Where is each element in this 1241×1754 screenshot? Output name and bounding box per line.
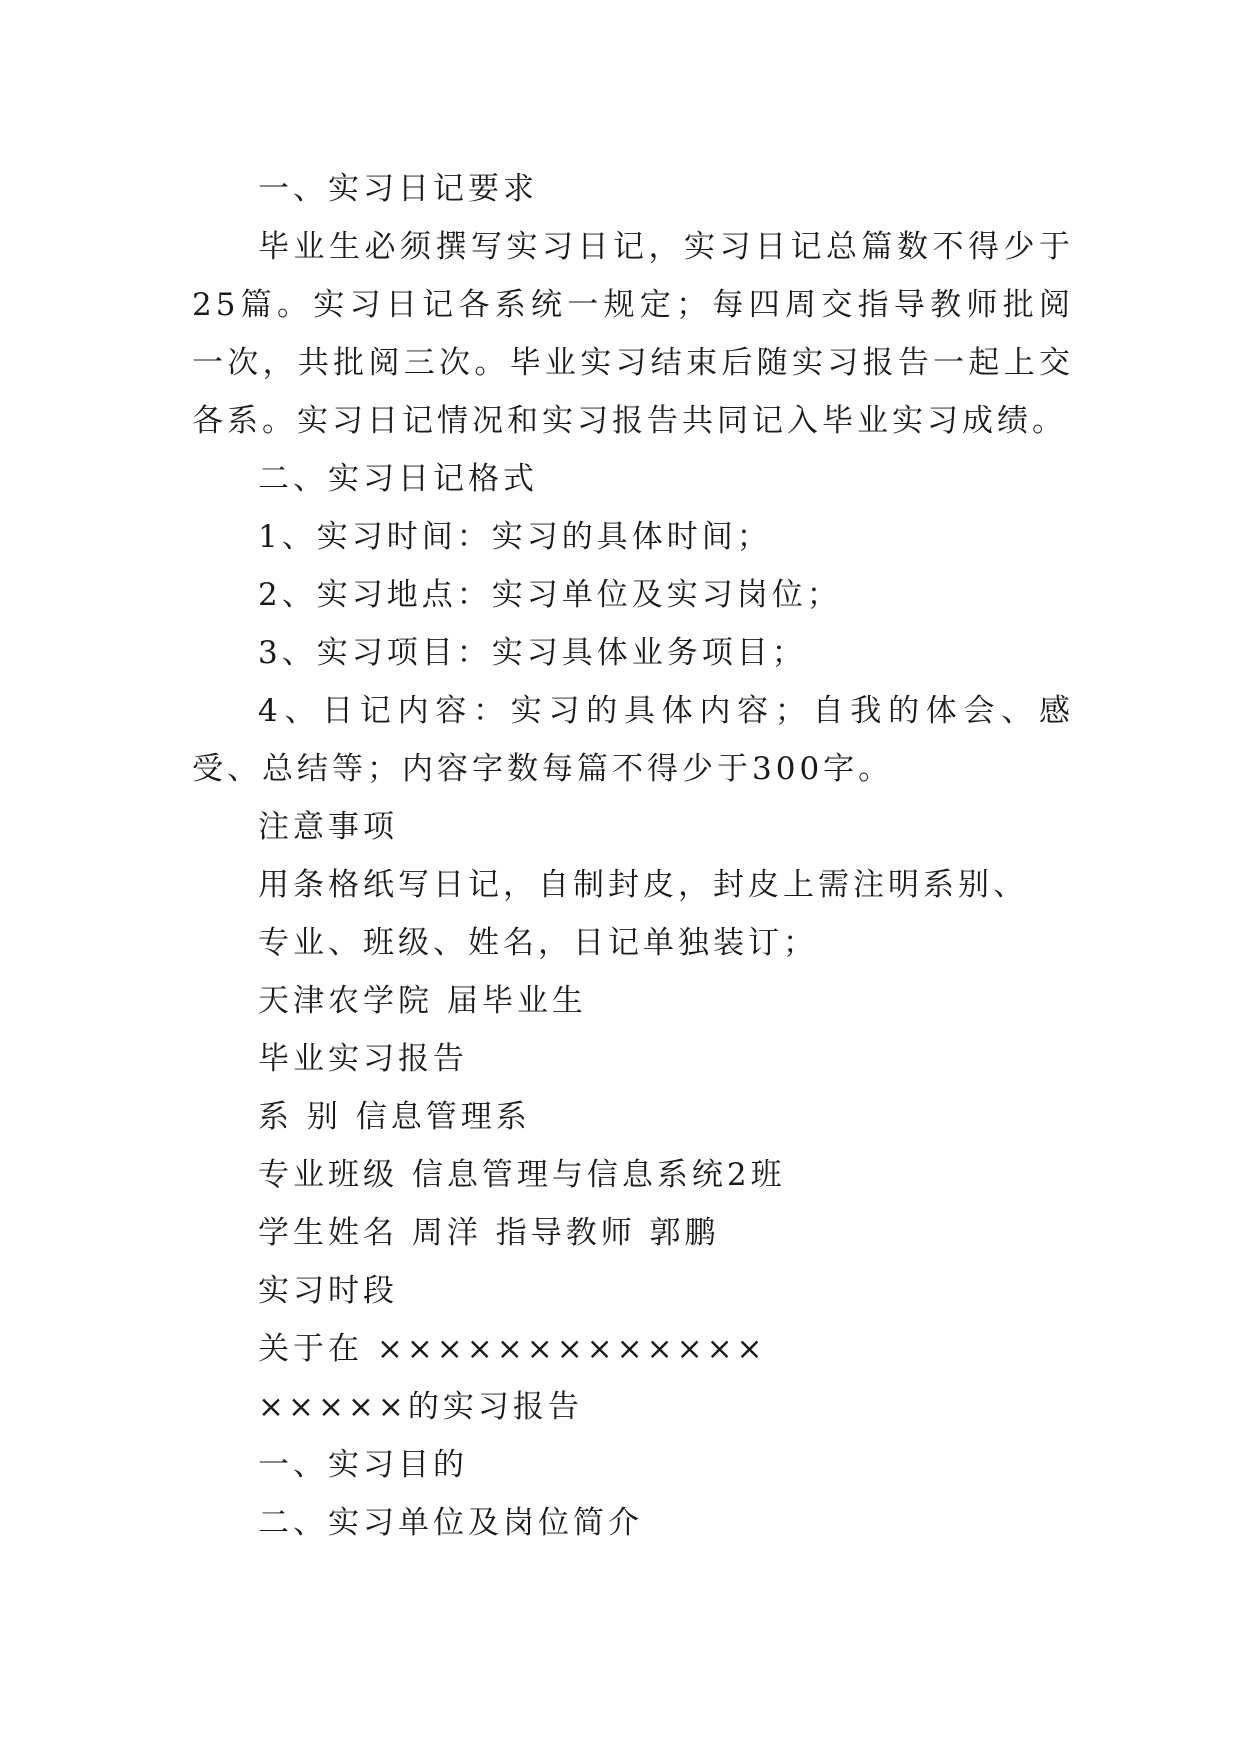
format-item-content: 4、日记内容：实习的具体内容；自我的体会、感受、总结等；内容字数每篇不得少于300字。 [192,693,1074,787]
format-item-project: 3、实习项目：实习具体业务项目； [258,635,807,671]
section-heading-diary-format: 二、实习日记格式 [258,461,538,497]
section-heading-purpose: 一、实习目的 [258,1447,468,1483]
notes-heading: 注意事项 [258,809,398,845]
report-title-line-1: 关于在 ××××××××××××× [258,1331,767,1367]
cover-report-title: 毕业实习报告 [258,1041,468,1077]
cover-student-advisor: 学生姓名 周洋 指导教师 郭鹏 [258,1215,720,1251]
format-item-place: 2、实习地点：实习单位及实习岗位； [258,577,842,613]
format-item-time: 1、实习时间：实习的具体时间； [258,519,772,555]
notes-line-1: 用条格纸写日记，自制封皮，封皮上需注明系别、 [258,867,1028,903]
notes-line-2: 专业、班级、姓名，日记单独装订； [258,925,818,961]
cover-school-line: 天津农学院 届毕业生 [258,983,587,1019]
cover-internship-period: 实习时段 [258,1273,398,1309]
cover-major-class: 专业班级 信息管理与信息系统2班 [258,1157,786,1193]
report-title-line-2: ×××××的实习报告 [258,1389,583,1425]
paragraph-diary-requirements: 毕业生必须撰写实习日记，实习日记总篇数不得少于25篇。实习日记各系统一规定；每四周交指导教师批阅一次，共批阅三次。毕业实习结束后随实习报告一起上交各系。实习日记情况和实习报告共同记入毕业实习成绩。 [192,229,1074,439]
section-heading-diary-requirements: 一、实习日记要求 [258,171,538,207]
cover-department: 系 别 信息管理系 [258,1099,531,1135]
section-heading-unit-intro: 二、实习单位及岗位简介 [258,1505,643,1541]
document-body [192,160,1074,1552]
